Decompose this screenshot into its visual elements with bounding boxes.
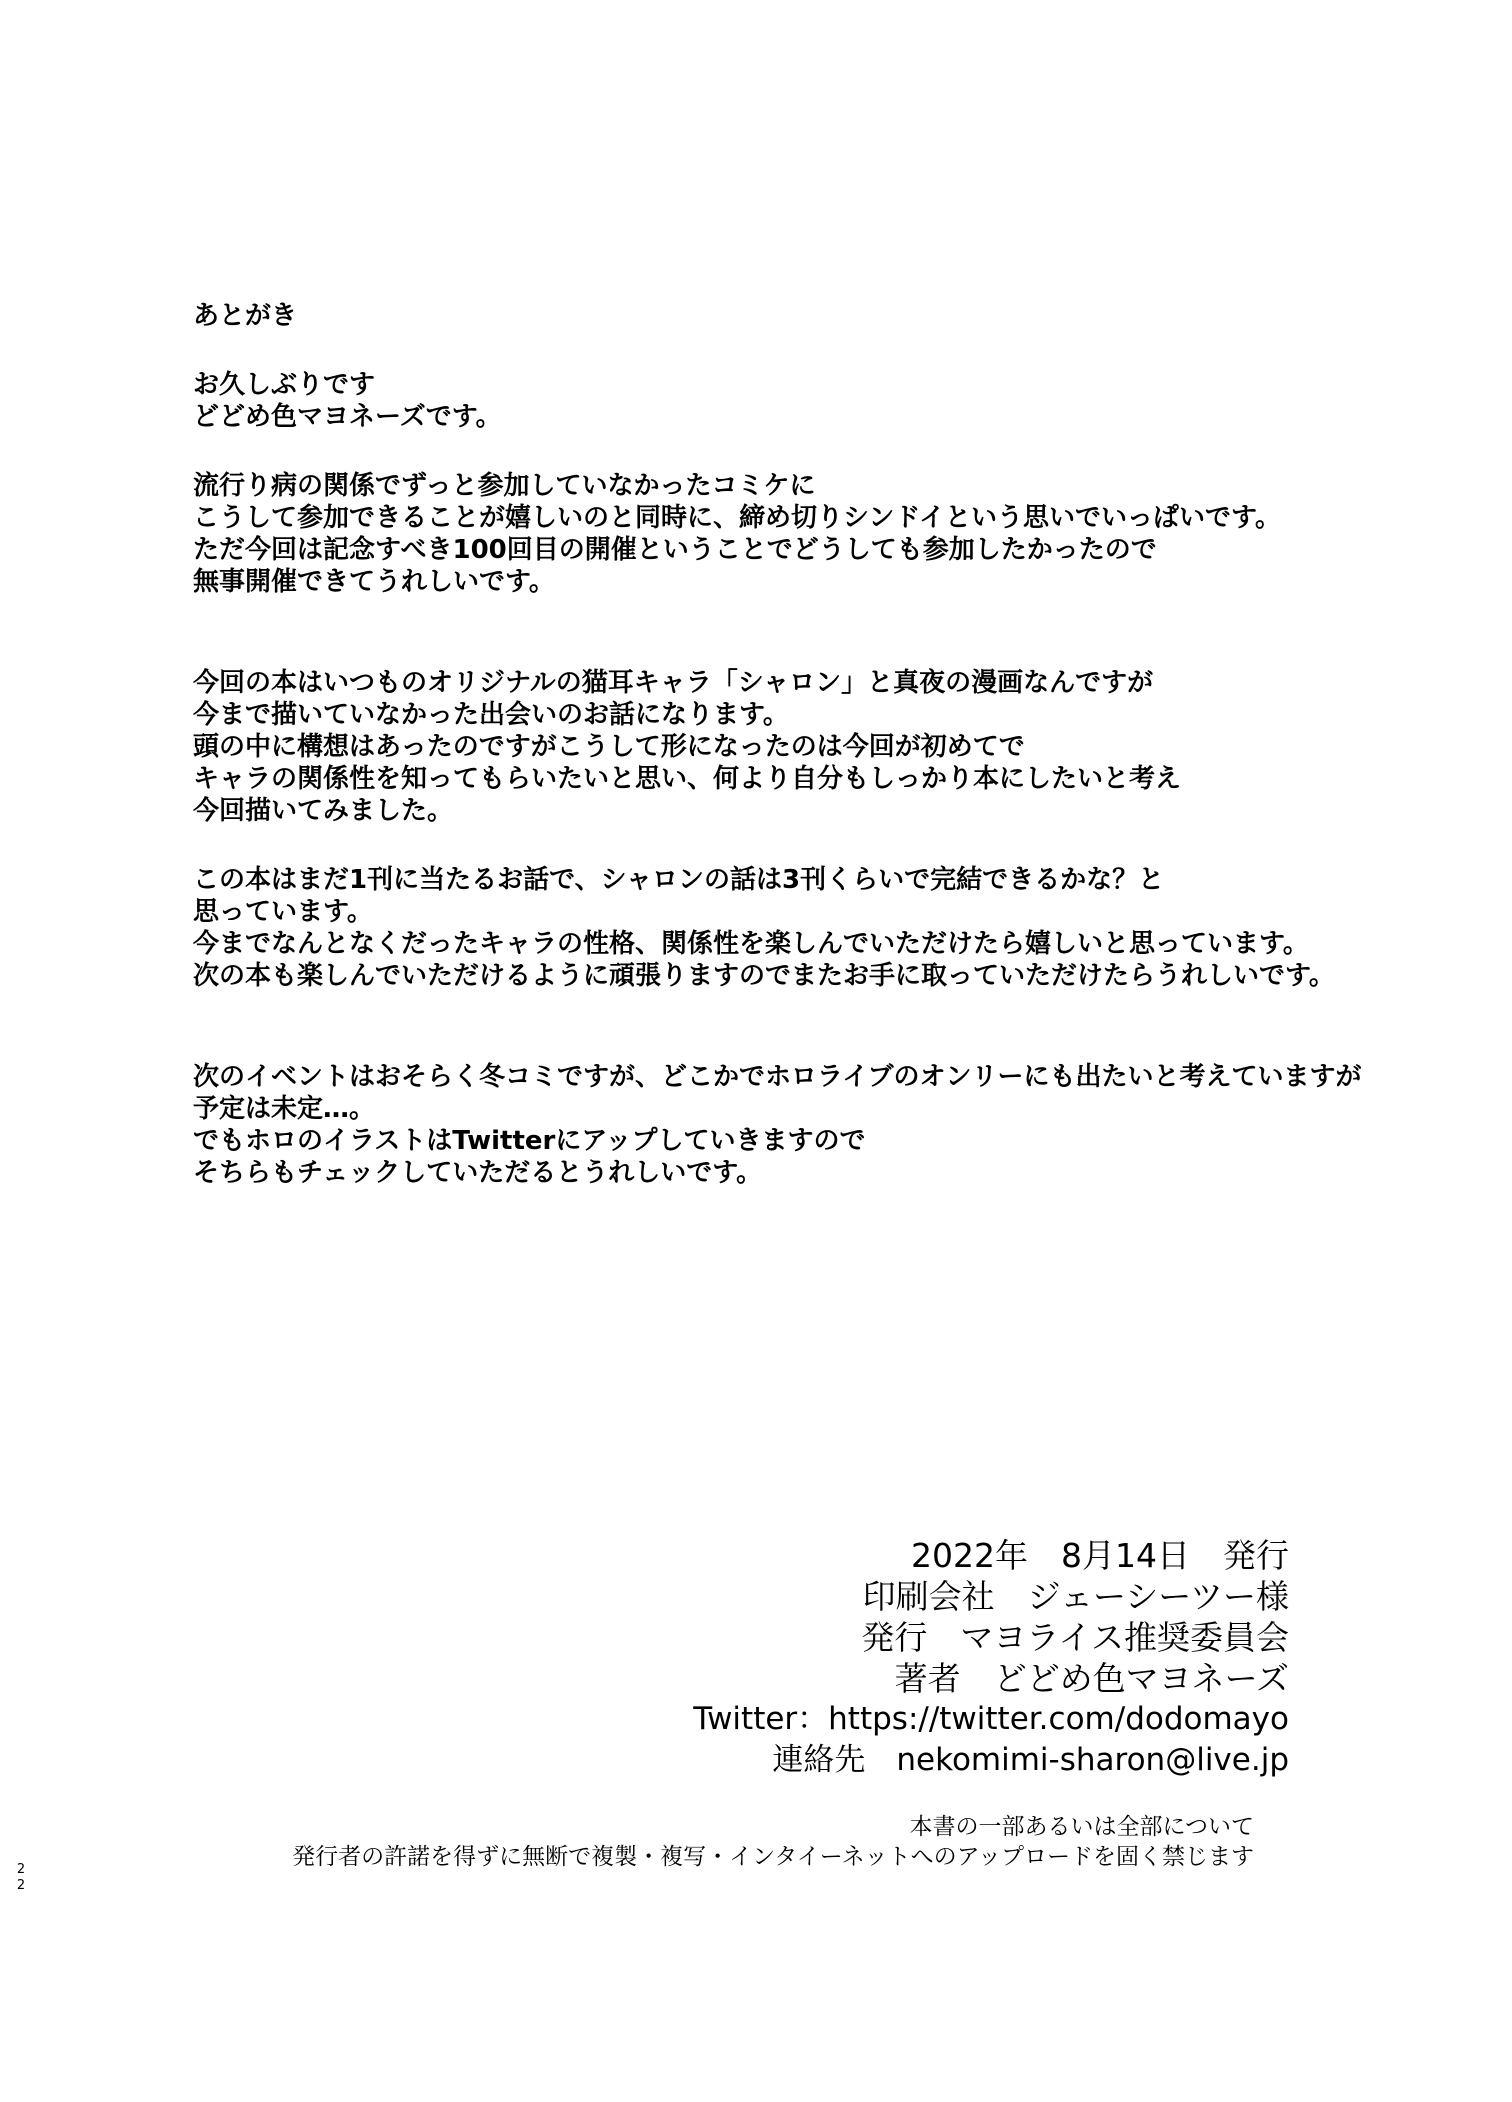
afterword-line: 今までなんとなくだったキャラの性格、関係性を楽しんでいただけたら嬉しいと思っています。 (193, 929, 1309, 959)
afterword-line: 頭の中に構想はあったのですがこうして形になったのは今回が初めてで (193, 732, 1025, 762)
afterword-line: 今回描いてみました。 (193, 796, 454, 826)
colophon-contact: 連絡先 nekomimi-sharon@live.jp (772, 1742, 1289, 1778)
afterword-line: 次のイベントはおそらく冬コミですが、どこかでホロライブのオンリーにも出たいと考えていますが (193, 1062, 1362, 1092)
afterword-line: 流行り病の関係でずっと参加していなかったコミケに (193, 471, 816, 501)
copyright-notice (292, 1812, 1254, 1872)
afterword (193, 300, 1362, 1189)
colophon-publisher: 発行 マヨライス推奨委員会 (861, 1618, 1289, 1657)
afterword-title: あとがき (193, 301, 298, 331)
afterword-line: でもホロのイラストはTwitterにアップしていきますので (193, 1126, 866, 1156)
afterword-line: ただ今回は記念すべき100回目の開催ということでどうしても参加したかったので (193, 535, 1157, 565)
copyright-notice-line: 本書の一部あるいは全部について (909, 1814, 1254, 1840)
colophon-author: 著者 どどめ色マヨネーズ (894, 1659, 1289, 1698)
copyright-notice-line: 発行者の許諾を得ずに無断で複製・複写・インタイーネットへのアップロードを固く禁じます (292, 1844, 1254, 1870)
afterword-line: こうして参加できることが嬉しいのと同時に、締め切りシンドイという思いでいっぱいです。 (193, 503, 1281, 533)
afterword-line: お久しぶりです (193, 370, 376, 400)
colophon-date: 2022年 8月14日 発行 (911, 1536, 1289, 1575)
afterword-line: 無事開催できてうれしいです。 (193, 567, 555, 597)
page-number-digit: 2 (16, 1878, 26, 1893)
afterword-line: どどめ色マヨネーズです。 (193, 402, 502, 432)
afterword-line: この本はまだ1刊に当たるお話で、シャロンの話は3刊くらいで完結できるかな？と (193, 865, 1165, 895)
afterword-line: 思っています。 (193, 897, 373, 927)
afterword-line: 予定は未定…。 (193, 1094, 376, 1124)
afterword-line: 今まで描いていなかった出会いのお話になります。 (193, 700, 789, 730)
colophon-printer: 印刷会社 ジェーシーツー様 (862, 1577, 1289, 1616)
page-number-digit: 2 (16, 1862, 26, 1877)
colophon (693, 1535, 1289, 1781)
afterword-line: キャラの関係性を知ってもらいたいと思い、何より自分もしっかり本にしたいと考え (193, 764, 1182, 794)
colophon-twitter: Twitter：https://twitter.com/dodomayo (693, 1701, 1289, 1737)
page-number (15, 1862, 27, 1894)
afterword-line: 次の本も楽しんでいただけるように頑張りますのでまたお手に取っていただけたらうれしいです。 (193, 961, 1335, 991)
afterword-line: そちらもチェックしていただるとうれしいです。 (193, 1158, 763, 1188)
afterword-line: 今回の本はいつものオリジナルの猫耳キャラ「シャロン」と真夜の漫画なんですが (193, 668, 1154, 698)
